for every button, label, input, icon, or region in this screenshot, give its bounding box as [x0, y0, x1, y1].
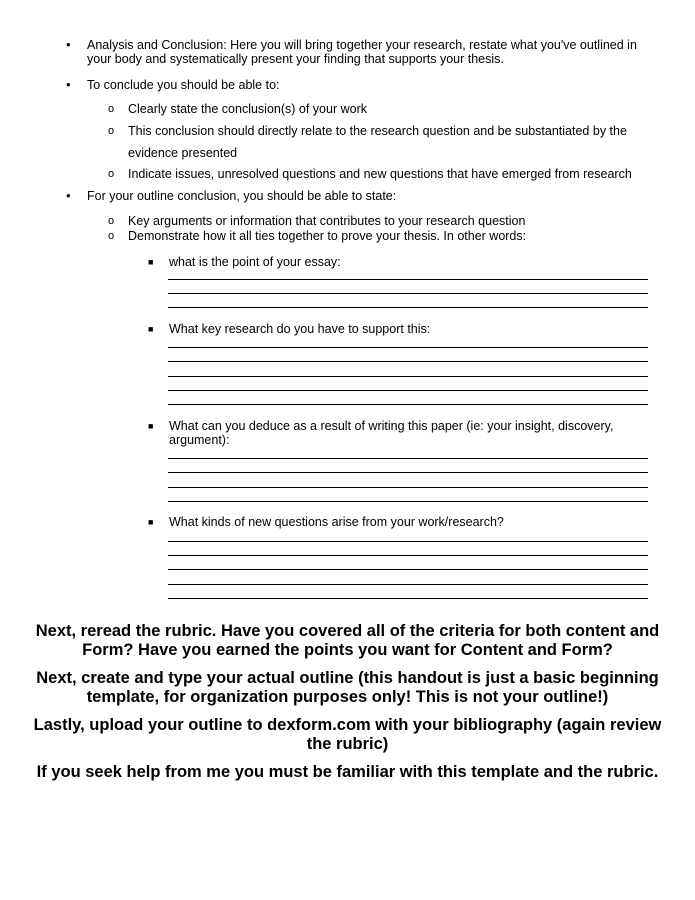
circle-marker: o	[108, 215, 115, 227]
square-marker: ■	[148, 421, 154, 431]
square-marker: ■	[148, 257, 154, 267]
answer-line	[168, 390, 648, 391]
closing-help: If you seek help from me you must be familiar with this template and the rubric.	[36, 763, 659, 781]
circle-marker: o	[108, 230, 115, 242]
answer-line	[168, 555, 648, 556]
answer-line	[168, 472, 648, 473]
circle-marker: o	[108, 103, 115, 115]
square-marker: ■	[148, 324, 154, 334]
outline-item: Demonstrate how it all ties together to prove your thesis. In other words:	[128, 229, 527, 243]
answer-line	[168, 347, 648, 348]
conclude-item: Indicate issues, unresolved questions and new questions that have emerged from research	[128, 167, 632, 181]
question-deduce: What can you deduce as a result of writing this paper (ie: your insight, discovery, argument):	[169, 419, 614, 447]
answer-line	[168, 404, 648, 405]
answer-line	[168, 293, 648, 294]
answer-line	[168, 279, 648, 280]
conclude-heading: To conclude you should be able to:	[87, 78, 280, 92]
conclude-item: This conclusion should directly relate to the research question and be substantiated by the	[128, 124, 627, 138]
answer-line	[168, 307, 648, 308]
question-research: What key research do you have to support this:	[169, 322, 431, 336]
answer-line	[168, 541, 648, 542]
square-marker: ■	[148, 517, 154, 527]
answer-line	[168, 598, 648, 599]
conclude-item: Clearly state the conclusion(s) of your work	[128, 102, 367, 116]
answer-line	[168, 584, 648, 585]
circle-marker: o	[108, 168, 115, 180]
analysis-paragraph: Analysis and Conclusion: Here you will bring together your research, restate what you've outlined in your body and systematically present your finding that supports your thesis.	[87, 38, 637, 66]
closing-rubric: Next, reread the rubric. Have you covered all of the criteria for both content and Form? Have you earned the points you want for Content and Form?	[35, 622, 660, 659]
conclude-item-continued: evidence presented	[128, 146, 238, 160]
answer-line	[168, 501, 648, 502]
answer-line	[168, 458, 648, 459]
outline-item: Key arguments or information that contributes to your research question	[128, 214, 526, 228]
answer-line	[168, 376, 648, 377]
closing-create: Next, create and type your actual outline (this handout is just a basic beginning template, for organization purposes only! This is not your outline!)	[36, 669, 659, 706]
bullet-marker: •	[66, 77, 71, 92]
outline-heading: For your outline conclusion, you should be able to state:	[87, 189, 397, 203]
circle-marker: o	[108, 125, 115, 137]
bullet-marker: •	[66, 188, 71, 203]
question-new: What kinds of new questions arise from your work/research?	[169, 515, 504, 529]
answer-line	[168, 361, 648, 362]
closing-upload: Lastly, upload your outline to dexform.com with your bibliography (again review the rubric)	[33, 716, 662, 753]
answer-line	[168, 487, 648, 488]
bullet-marker: •	[66, 37, 71, 52]
answer-line	[168, 569, 648, 570]
question-point: what is the point of your essay:	[169, 255, 341, 269]
